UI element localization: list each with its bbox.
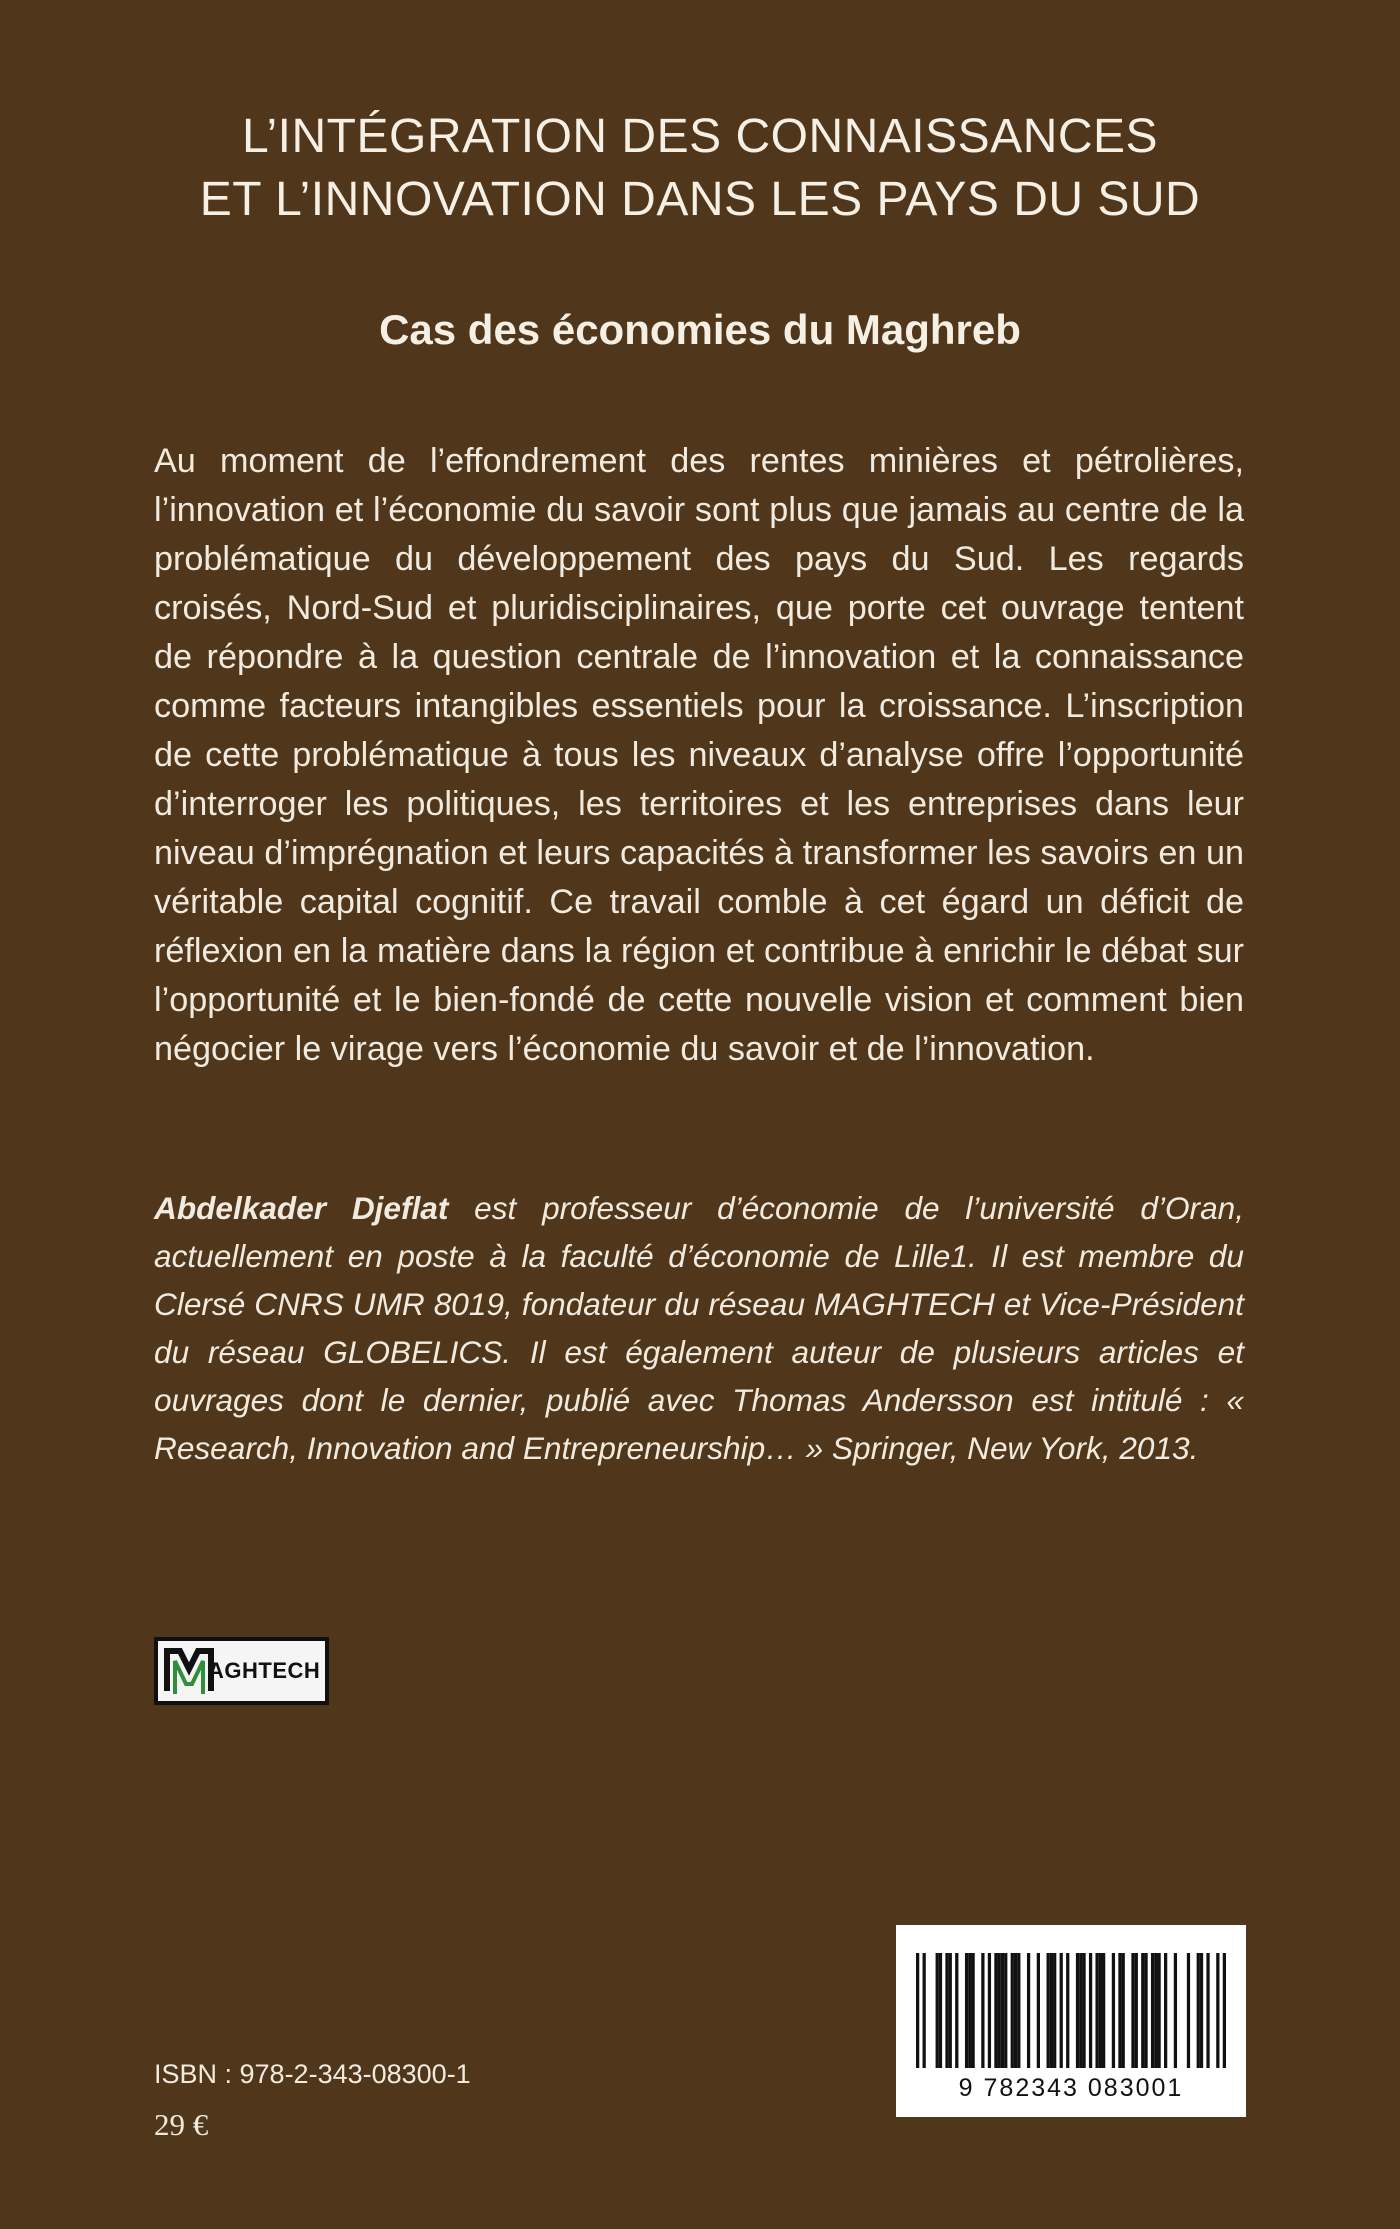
- barcode-bar: [1157, 1953, 1160, 2068]
- barcode-digits: 9 782343 083001: [958, 2074, 1184, 2102]
- barcode-bar: [1102, 1953, 1105, 2068]
- isbn-barcode: [896, 1925, 1246, 2117]
- book-price: 29 €: [154, 2107, 209, 2142]
- barcode-bar: [936, 1953, 939, 2068]
- book-subtitle: Cas des économies du Maghreb: [379, 306, 1021, 353]
- barcode-bar: [1187, 1953, 1190, 2068]
- barcode-bar: [1027, 1953, 1030, 2068]
- barcode-bar: [1154, 1953, 1157, 2068]
- barcode-bar: [1095, 1953, 1098, 2068]
- maghtech-logo-text: AGHTECH: [208, 1658, 321, 1683]
- barcode-bar: [1197, 1953, 1200, 2068]
- book-title-line-2: ET L’INNOVATION DANS LES PAYS DU SUD: [199, 173, 1201, 226]
- barcode-bar: [965, 1953, 968, 2068]
- maghtech-logo: [154, 1637, 329, 1705]
- barcode-bar: [1099, 1953, 1102, 2068]
- barcode-bar: [945, 1953, 948, 2068]
- barcode-bar: [1076, 1953, 1079, 2068]
- barcode-bar: [916, 1953, 919, 2068]
- barcode-bar: [971, 1953, 974, 2068]
- barcode-bar: [1151, 1953, 1154, 2068]
- barcode-bar: [1164, 1953, 1167, 2068]
- barcode-bar: [949, 1953, 952, 2068]
- book-summary: Au moment de l’effondrement des rentes minières et pétrolières, l’innovation et l’économie du savoir sont plus que jamais au centre de la problématique du développement des pays du Sud. Les regards croisés, Nord-Sud et pluridisciplinaires, que porte cet ouvrage tentent de répondre à la question centrale de l’innovation et la connaissance comme facteurs intangibles essentiels pour la croissance. L’inscription de cette problématique à tous les niveaux d’analyse offre l’opportunité d’interroger les politiques, les territoires et les entreprises dans leur niveau d’imprégnation et leurs capacités à transformer les savoirs en un véritable capital cognitif. Ce travail comble à cet égard un déficit de réflexion en la matière dans la région et contribue à enrichir le débat sur l’opportunité et le bien-fondé de cette nouvelle vision et comment bien négocier le virage vers l’économie du savoir et de l’innovation.: [154, 442, 1244, 1068]
- barcode-bar: [988, 1953, 991, 2068]
- barcode-bar: [1060, 1953, 1063, 2068]
- barcode-bar: [1216, 1953, 1219, 2068]
- barcode-bar: [1206, 1953, 1209, 2068]
- barcode-bar: [1053, 1953, 1056, 2068]
- barcode-bar: [1174, 1953, 1177, 2068]
- barcode-bar: [1223, 1953, 1226, 2068]
- barcode-bar: [1017, 1953, 1020, 2068]
- barcode-bar: [1047, 1953, 1050, 2068]
- barcode-bar: [1011, 1953, 1014, 2068]
- barcode-bar: [1037, 1953, 1040, 2068]
- barcode-bar: [1079, 1953, 1082, 2068]
- barcode-bar: [1141, 1953, 1144, 2068]
- author-biography: [154, 1184, 1244, 1472]
- barcode-bar: [1066, 1953, 1069, 2068]
- book-title-line-1: L’INTÉGRATION DES CONNAISSANCES: [241, 110, 1159, 163]
- author-name: Abdelkader Djeflat: [154, 1190, 449, 1226]
- barcode-bar: [968, 1953, 971, 2068]
- barcode-bar: [955, 1953, 958, 2068]
- barcode-bar: [1004, 1953, 1007, 2068]
- barcode-bar: [1089, 1953, 1092, 2068]
- book-title: [120, 105, 1280, 231]
- barcode-bar: [998, 1953, 1001, 2068]
- barcode-bar: [981, 1953, 984, 2068]
- barcode-bar: [1122, 1953, 1125, 2068]
- barcode-bar: [1118, 1953, 1121, 2068]
- barcode-bar: [1131, 1953, 1134, 2068]
- barcode-bar: [994, 1953, 997, 2068]
- barcode-bar: [1082, 1953, 1085, 2068]
- barcode-bar: [1200, 1953, 1203, 2068]
- barcode-bar: [1050, 1953, 1053, 2068]
- barcode-bar: [1014, 1953, 1017, 2068]
- barcode-bar: [939, 1953, 942, 2068]
- barcode-bar: [1144, 1953, 1147, 2068]
- barcode-bar: [1135, 1953, 1138, 2068]
- barcode-bar: [1001, 1953, 1004, 2068]
- barcode-bar: [1112, 1953, 1115, 2068]
- barcode-icon: [916, 1953, 1226, 2068]
- author-bio-text: est professeur d’économie de l’université d’Oran, actuellement en poste à la faculté d’économie de Lille1. Il est membre du Clersé CNRS UMR 8019, fondateur du réseau MAGHTECH et Vice-Président du réseau GLOBELICS. Il est également auteur de plusieurs articles et ouvrages dont le dernier, publié avec Thomas Andersson est intitulé : « Research, Innovation and Entrepreneurship… » Springer, New York, 2013.: [154, 1190, 1244, 1466]
- barcode-bar: [923, 1953, 926, 2068]
- isbn-number: ISBN : 978-2-343-08300-1: [154, 2059, 471, 2089]
